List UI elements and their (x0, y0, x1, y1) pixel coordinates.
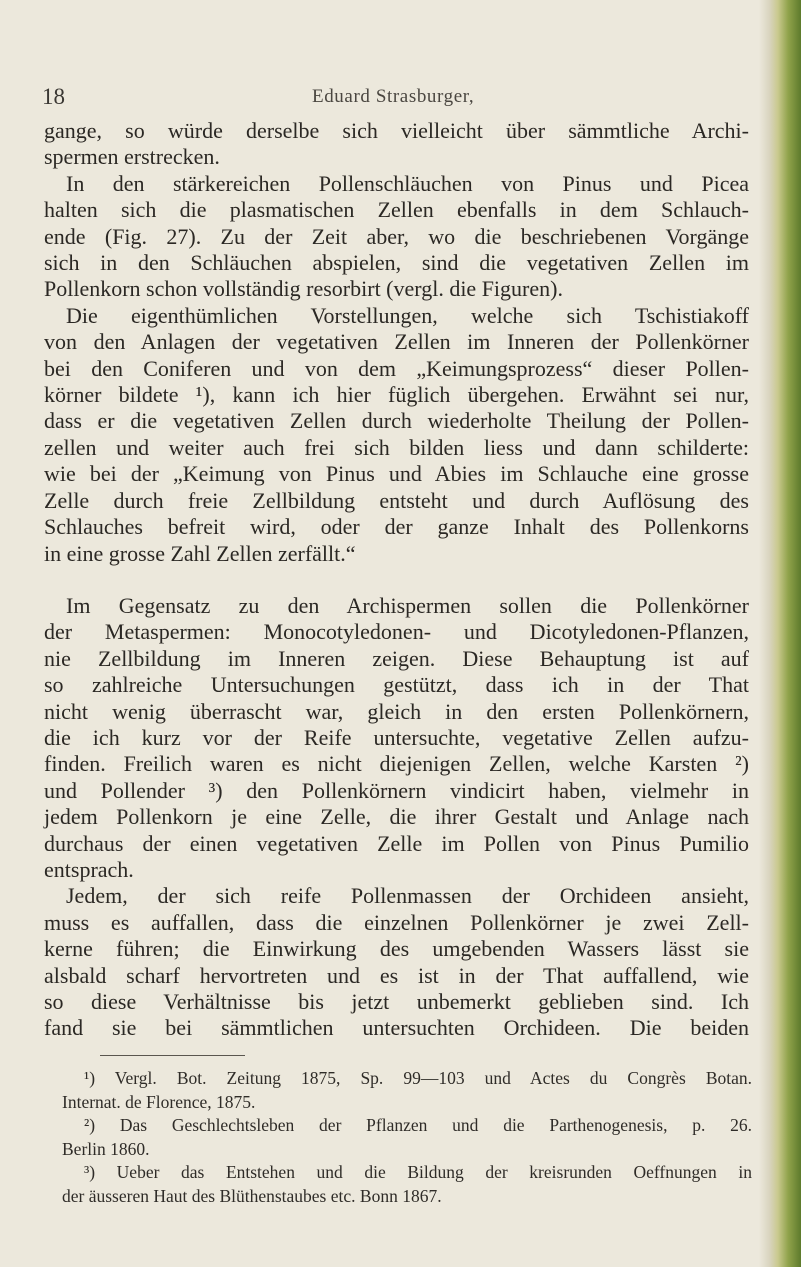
text-line: von den Anlagen der vegetativen Zellen im Inneren der Pollenkörner (44, 329, 749, 355)
footnote-line: ¹) Vergl. Bot. Zeitung 1875, Sp. 99—103 und Actes du Congrès Botan. (84, 1068, 752, 1088)
running-head: Eduard Strasburger, (312, 86, 475, 107)
text-line: wie bei der „Keimung von Pinus und Abies im Schlauche eine grosse (44, 461, 749, 487)
footnote-line: ²) Das Geschlechtsleben der Pflanzen und die Parthenogenesis, p. 26. (84, 1115, 752, 1135)
footnote-2 (62, 1114, 752, 1161)
paragraph (44, 303, 749, 567)
text-line: sich in den Schläuchen abspielen, sind die vegetativen Zellen im (44, 250, 749, 276)
text-line: so zahlreiche Untersuchungen gestützt, dass ich in der That (44, 672, 749, 698)
text-line: Jedem, der sich reife Pollenmassen der Orchideen ansieht, (66, 883, 749, 909)
footnote-divider (100, 1055, 245, 1056)
text-line: bei den Coniferen und von dem „Keimungsprozess“ dieser Pollen- (44, 355, 749, 381)
paragraph-gap (44, 567, 749, 593)
text-line: und Pollender ³) den Pollenkörnern vindicirt haben, vielmehr in (44, 777, 749, 803)
body-text (44, 118, 749, 1042)
paragraph (44, 118, 749, 171)
text-line: nie Zellbildung im Inneren zeigen. Diese Behauptung ist auf (44, 645, 749, 671)
page-header (42, 84, 742, 114)
text-line: kerne führen; die Einwirkung des umgebenden Wassers lässt sie (44, 936, 749, 962)
paragraph (44, 171, 749, 303)
paragraph (44, 593, 749, 883)
text-line: muss es auffallen, dass die einzelnen Pollenkörner je zwei Zell- (44, 909, 749, 935)
text-line: halten sich die plasmatischen Zellen ebenfalls in dem Schlauch- (44, 197, 749, 223)
footnote-line: ³) Ueber das Entstehen und die Bildung der kreisrunden Oeffnungen in (84, 1162, 752, 1182)
text-line: In den stärkereichen Pollenschläuchen von Pinus und Picea (66, 170, 749, 196)
text-line: zellen und weiter auch frei sich bilden liess und dann schilderte: (44, 434, 749, 460)
text-line: jedem Pollenkorn je eine Zelle, die ihrer Gestalt und Anlage nach (44, 804, 749, 830)
text-line: alsbald scharf hervortreten und es ist in der That auffallend, wie (44, 962, 749, 988)
text-line: körner bildete ¹), kann ich hier füglich übergehen. Erwähnt sei nur, (44, 382, 749, 408)
text-line: Schlauches befreit wird, oder der ganze Inhalt des Pollenkorns (44, 514, 749, 540)
footnote-1 (62, 1067, 752, 1114)
text-line: nicht wenig überrascht war, gleich in den ersten Pollenkörnern, (44, 698, 749, 724)
text-line: dass er die vegetativen Zellen durch wiederholte Theilung der Pollen- (44, 408, 749, 434)
text-line: durchaus der einen vegetativen Zelle im Pollen von Pinus Pumilio (44, 830, 749, 856)
text-line: ende (Fig. 27). Zu der Zeit aber, wo die beschriebenen Vorgänge (44, 223, 749, 249)
text-line: fand sie bei sämmtlichen untersuchten Orchideen. Die beiden (44, 1015, 749, 1041)
footnote-line: Internat. de Florence, 1875. (62, 1091, 256, 1112)
text-line: Pollenkorn schon vollständig resorbirt (vergl. die Figuren). (44, 276, 563, 302)
text-line: gange, so würde derselbe sich vielleicht über sämmtliche Archi- (44, 118, 749, 143)
paragraph (44, 883, 749, 1041)
text-line: die ich kurz vor der Reife untersuchte, vegetative Zellen aufzu- (44, 724, 749, 750)
text-line: Zelle durch freie Zellbildung entsteht und durch Auflösung des (44, 487, 749, 513)
page-number: 18 (42, 84, 65, 109)
text-line: finden. Freilich waren es nicht diejenigen Zellen, welche Karsten ²) (44, 751, 749, 777)
footnote-3 (62, 1161, 752, 1208)
text-line: Die eigenthümlichen Vorstellungen, welche sich Tschistiakoff (66, 302, 749, 328)
text-line: in eine grosse Zahl Zellen zerfällt.“ (44, 540, 356, 566)
text-line: Im Gegensatz zu den Archispermen sollen die Pollenkörner (66, 592, 749, 618)
text-line: spermen erstrecken. (44, 144, 220, 170)
page-edge-shadow (759, 0, 801, 1267)
footnotes (62, 1067, 752, 1208)
footnote-line: Berlin 1860. (62, 1138, 150, 1159)
text-line: der Metaspermen: Monocotyledonen- und Dicotyledonen-Pflanzen, (44, 619, 749, 645)
footnote-line: der äusseren Haut des Blüthenstaubes etc. Bonn 1867. (62, 1185, 442, 1206)
text-line: so diese Verhältnisse bis jetzt unbemerkt geblieben sind. Ich (44, 989, 749, 1014)
text-line: entsprach. (44, 856, 134, 882)
